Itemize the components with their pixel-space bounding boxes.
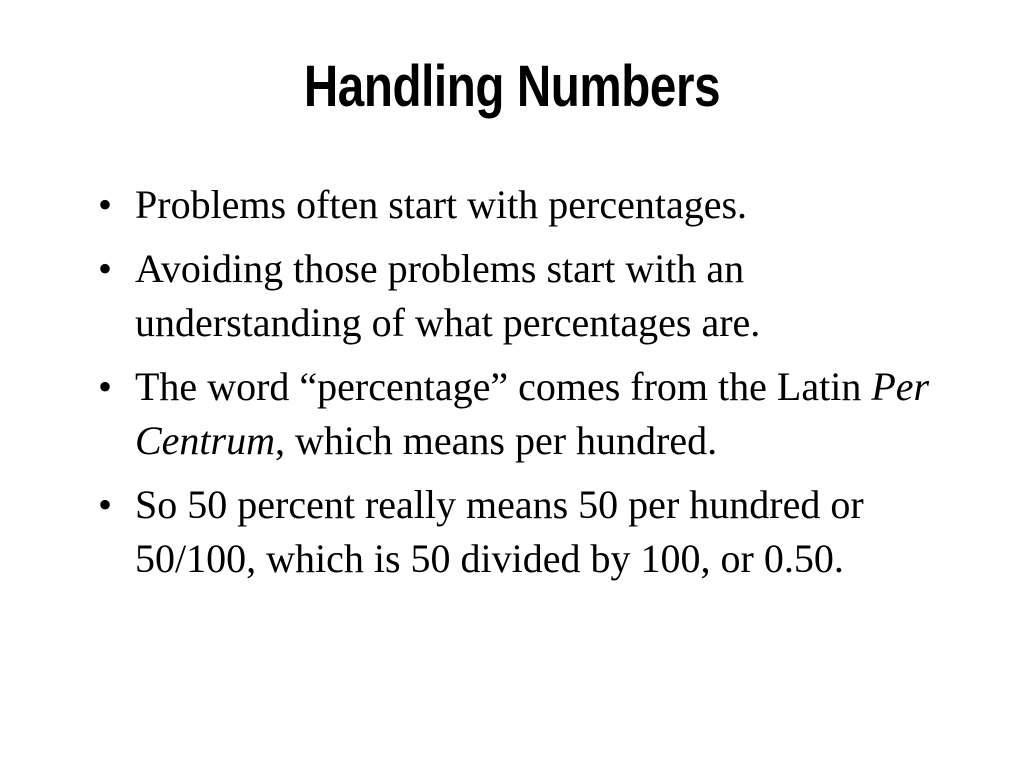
bullet-emphasis: Per Centrum	[135, 364, 930, 463]
bullet-item	[98, 478, 938, 586]
bullet-icon: •	[98, 182, 113, 227]
bullet-text-before: The word “percentage” comes from the Latin	[135, 364, 872, 409]
bullet-icon: •	[98, 246, 113, 291]
bullet-text: Problems often start with percentages.	[135, 182, 748, 227]
bullet-item	[98, 178, 938, 232]
bullet-item	[98, 360, 938, 468]
bullet-icon: •	[98, 482, 113, 527]
slide-title: Handling Numbers	[303, 54, 721, 119]
bullet-item	[98, 242, 938, 350]
bullet-text: So 50 percent really means 50 per hundred or 50/100, which is 50 divided by 100, or 0.50.	[135, 482, 864, 581]
bullet-icon: •	[98, 364, 113, 409]
bullet-text: Avoiding those problems start with an understanding of what percentages are.	[135, 246, 761, 345]
bullet-list	[98, 178, 938, 596]
bullet-text-after: , which means per hundred.	[275, 418, 718, 463]
